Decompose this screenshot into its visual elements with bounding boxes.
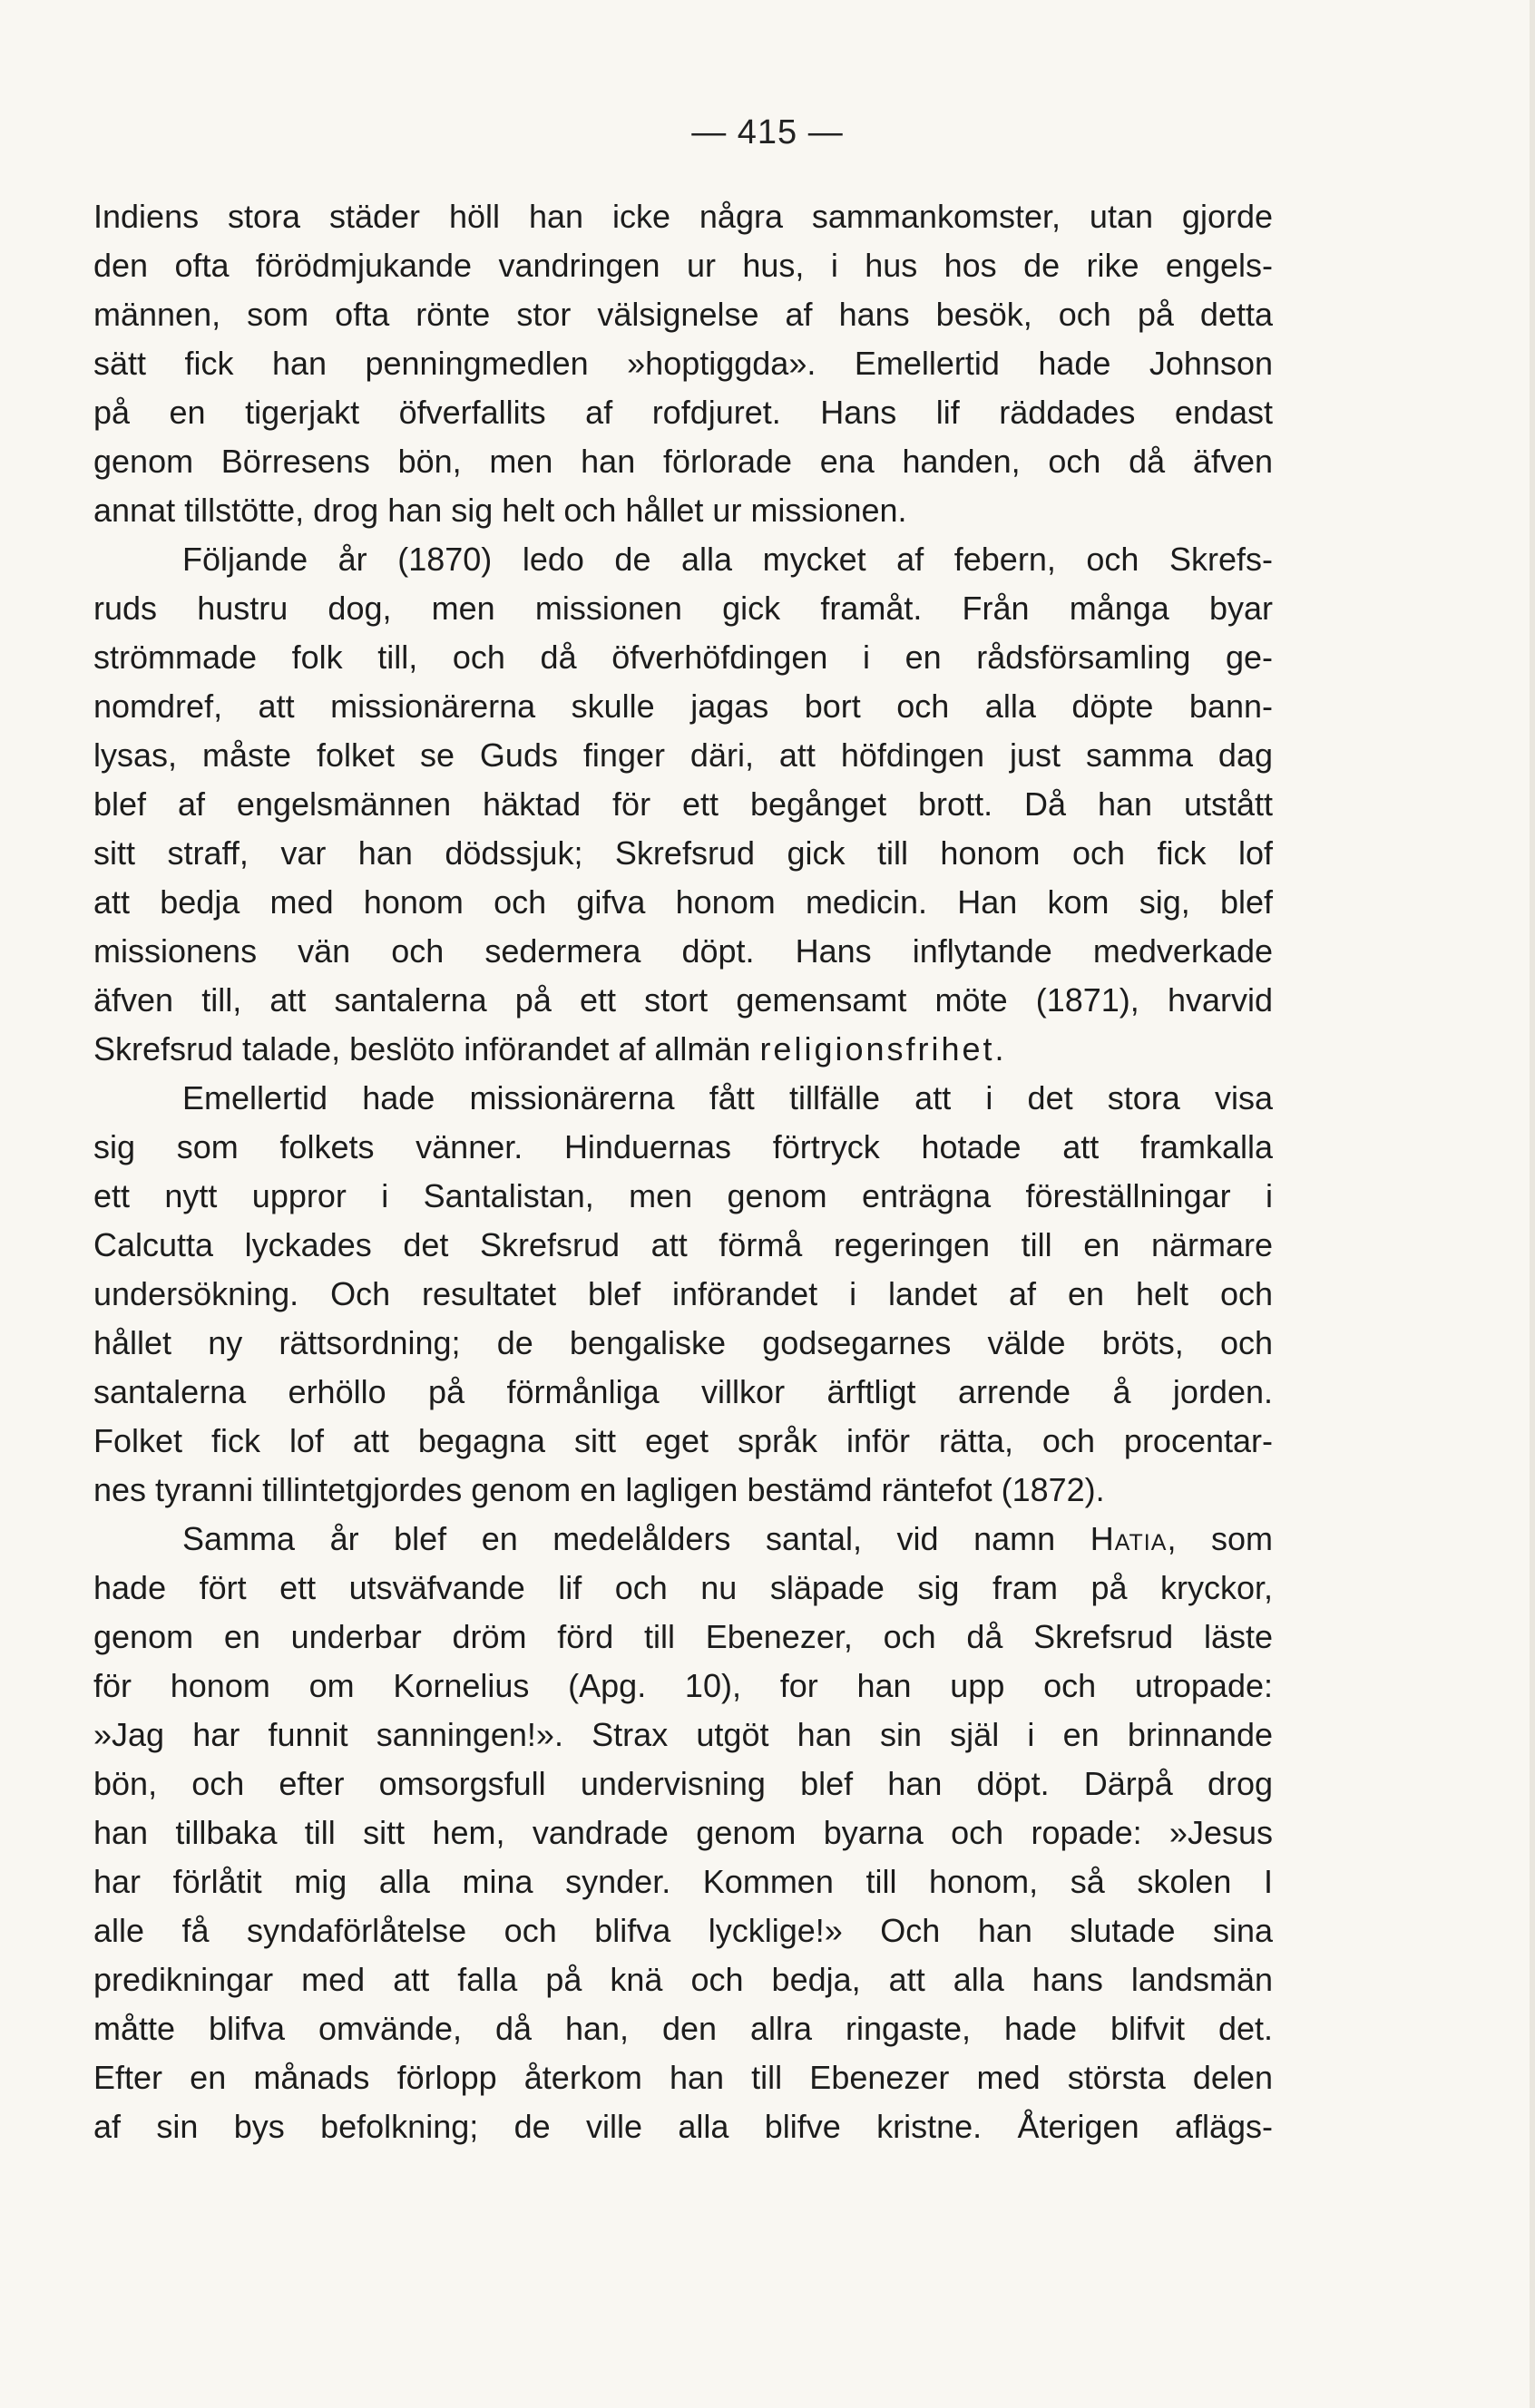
text-segment: Samma år blef en medelålders santal, vid namn <box>182 1520 1090 1557</box>
person-name: Hatia <box>1090 1520 1168 1557</box>
text-line: af sin bys befolkning; de ville alla blifve kristne. Återigen aflägs- <box>93 2108 1273 2145</box>
text-line: för honom om Kornelius (Apg. 10), for han upp och utropade: <box>93 1667 1273 1704</box>
text-line: ett nytt uppror i Santalistan, men genom enträgna föreställningar i <box>93 1177 1273 1214</box>
text-line: genom Börresens bön, men han förlorade ena handen, och då äfven <box>93 443 1273 480</box>
text-line: att bedja med honom och gifva honom medicin. Han kom sig, blef <box>93 883 1273 921</box>
text-line: Emellertid hade missionärerna fått tillfälle att i det stora visa <box>182 1079 1273 1116</box>
text-line: santalerna erhöllo på förmånliga villkor ärftligt arrende å jorden. <box>93 1373 1273 1410</box>
text-line: nes tyranni tillintetgjordes genom en lagligen bestämd räntefot (1872). <box>93 1471 1105 1508</box>
text-segment: Skrefsrud talade, beslöto införandet af allmän <box>93 1030 760 1068</box>
text-line: nomdref, att missionärerna skulle jagas bort och alla döpte bann- <box>93 687 1273 725</box>
text-line: sig som folkets vänner. Hinduernas förtryck hotade att framkalla <box>93 1128 1273 1165</box>
text-line: måtte blifva omvände, då han, den allra ringaste, hade blifvit det. <box>93 2010 1273 2047</box>
text-line: lysas, måste folket se Guds finger däri, att höfdingen just samma dag <box>93 736 1273 774</box>
text-line: Efter en månads förlopp återkom han till Ebenezer med största delen <box>93 2059 1273 2096</box>
page-edge <box>1530 0 1535 2408</box>
text-line: bön, och efter omsorgsfull undervisning blef han döpt. Därpå drog <box>93 1765 1273 1802</box>
text-line: Följande år (1870) ledo de alla mycket af febern, och Skrefs- <box>182 541 1273 578</box>
text-line: blef af engelsmännen häktad för ett begånget brott. Då han utstått <box>93 785 1273 823</box>
text-line <box>93 1025 1273 1074</box>
text-line: Indiens stora städer höll han icke några sammankomster, utan gjorde <box>93 198 1273 235</box>
text-line: Folket fick lof att begagna sitt eget språk inför rätta, och procentar- <box>93 1422 1273 1459</box>
text-line: har förlåtit mig alla mina synder. Kommen till honom, så skolen I <box>93 1863 1273 1900</box>
text-segment: . <box>994 1030 1004 1068</box>
text-line: predikningar med att falla på knä och bedja, att alla hans landsmän <box>93 1961 1273 1998</box>
text-line: undersökning. Och resultatet blef införandet i landet af en helt och <box>93 1275 1273 1312</box>
emphasized-term: religionsfrihet <box>759 1030 995 1068</box>
text-line: den ofta förödmjukande vandringen ur hus, i hus hos de rike engels- <box>93 247 1273 284</box>
text-line: männen, som ofta rönte stor välsignelse af hans besök, och på detta <box>93 296 1273 333</box>
page-number: — 415 — <box>691 113 844 151</box>
text-line: Calcutta lyckades det Skrefsrud att förmå regeringen till en närmare <box>93 1226 1273 1263</box>
text-line: strömmade folk till, och då öfverhöfdingen i en rådsförsamling ge- <box>93 639 1273 676</box>
text-line: annat tillstötte, drog han sig helt och hållet ur missionen. <box>93 492 907 529</box>
text-line: på en tigerjakt öfverfallits af rofdjuret. Hans lif räddades endast <box>93 394 1273 431</box>
text-line: hållet ny rättsordning; de bengaliske godsegarnes välde bröts, och <box>93 1324 1273 1361</box>
body-text <box>93 192 1273 2151</box>
text-line: »Jag har funnit sanningen!». Strax utgöt han sin själ i en brinnande <box>93 1716 1273 1753</box>
text-line <box>93 1515 1273 1564</box>
text-line: sätt fick han penningmedlen »hoptiggda». Emellertid hade Johnson <box>93 345 1273 382</box>
text-line: sitt straff, var han dödssjuk; Skrefsrud gick till honom och fick lof <box>93 834 1273 872</box>
text-segment: , som <box>1167 1520 1273 1557</box>
text-line: alle få syndaförlåtelse och blifva lycklige!» Och han slutade sina <box>93 1912 1273 1949</box>
text-line: ruds hustru dog, men missionen gick framåt. Från många byar <box>93 590 1273 627</box>
text-line: äfven till, att santalerna på ett stort gemensamt möte (1871), hvarvid <box>93 981 1273 1019</box>
text-line: hade fört ett utsväfvande lif och nu släpade sig fram på kryckor, <box>93 1569 1273 1606</box>
text-line: genom en underbar dröm förd till Ebenezer, och då Skrefsrud läste <box>93 1618 1273 1655</box>
text-line: han tillbaka till sitt hem, vandrade genom byarna och ropade: »Jesus <box>93 1814 1273 1851</box>
text-line: missionens vän och sedermera döpt. Hans inflytande medverkade <box>93 932 1273 970</box>
